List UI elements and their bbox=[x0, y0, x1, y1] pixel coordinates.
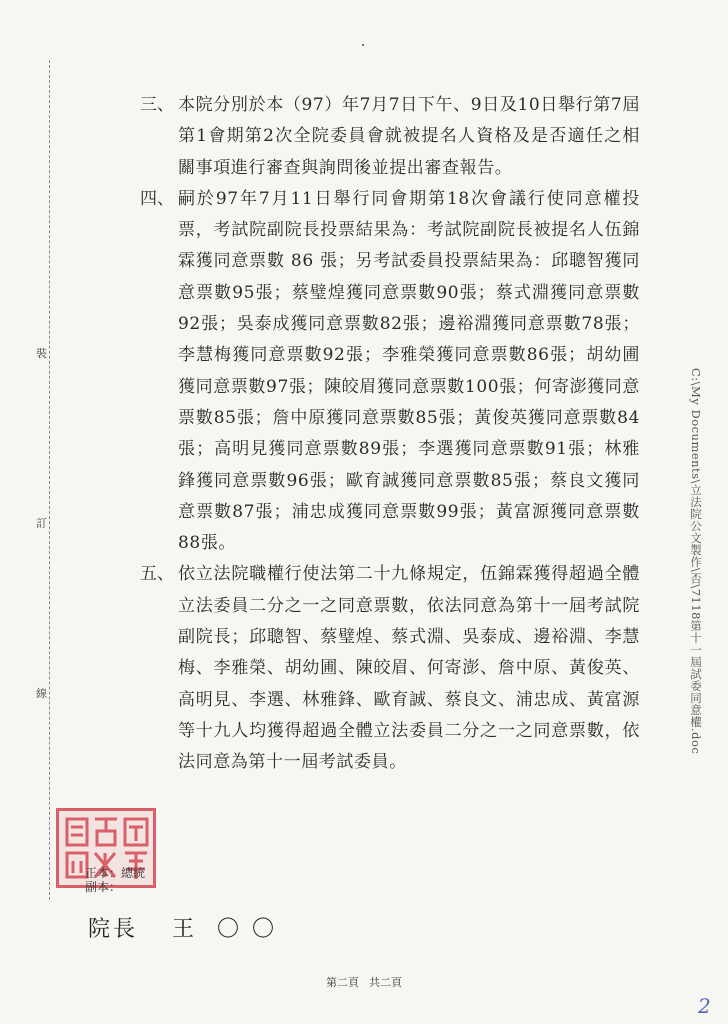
page-number: 第二頁 bbox=[326, 976, 359, 989]
list-item bbox=[140, 184, 640, 560]
document-body bbox=[140, 90, 640, 779]
page-footer bbox=[0, 974, 728, 990]
binding-mark-ding: 訂 bbox=[36, 517, 47, 530]
item-number: 四、 bbox=[140, 188, 174, 209]
item-text: 依立法院職權行使法第二十九條規定，伍錦霖獲得超過全體立法委員二分之一之同意票數，依法同意為第十一屆考試院副院長；邱聰智、蔡璧煌、蔡式淵、吳泰成、邊裕淵、李慧梅、李雅榮、胡幼圃、陳皎眉、何寄澎、詹中原、黃俊英、高明見、李選、林雅鋒、歐育誠、蔡良文、浦忠成、黃富源等十九人均獲得超過全體立法委員二分之一之同意票數，依法同意為第十一屆考試委員。 bbox=[178, 564, 640, 773]
handwritten-page-mark: 2 bbox=[698, 994, 711, 1018]
item-text: 嗣於97年7月11日舉行同會期第18次會議行使同意權投票，考試院副院長投票結果為：考試院副院長被提名人伍錦霖獲同意票數 86 張；另考試委員投票結果為：邱聰智獲同意票數95張；蔡璧煌獲同意票數90張；蔡式淵獲同意票數92張；吳泰成獲同意票數82張；邊裕淵獲同意票數78張；李慧梅獲同意票數92張；李雅榮獲同意票數86張；胡幼圃獲同意票數97張；陳皎眉獲同意票數100張；何寄澎獲同意票數85張；詹中原獲同意票數85張；黃俊英獲同意票數84張；高明見獲同意票數89張；李選獲同意票數91張；林雅鋒獲同意票數96張；歐育誠獲同意票數85張；蔡良文獲同意票數87張；浦忠成獲同意票數99張；黃富源獲同意票數88張。 bbox=[178, 188, 640, 554]
signature-title: 院長 bbox=[88, 917, 139, 942]
copy-original: 正本：總統 bbox=[85, 866, 146, 880]
binding-mark-zhuang: 裝 bbox=[36, 347, 47, 360]
copy-duplicate: 副本： bbox=[85, 880, 122, 894]
signature-block bbox=[88, 912, 277, 943]
list-item bbox=[140, 559, 640, 778]
file-path-note: C:\My Documents\立法院公文製作\否\7118第十一屆試委同意權.doc bbox=[689, 368, 703, 755]
binding-margin-line bbox=[49, 60, 50, 900]
binding-mark-xian: 線 bbox=[36, 687, 47, 700]
item-number: 五、 bbox=[140, 564, 174, 585]
page-total: 共二頁 bbox=[369, 976, 402, 989]
signature-given-name: 〇 〇 bbox=[217, 917, 278, 942]
list-item bbox=[140, 90, 640, 184]
copies-list bbox=[85, 866, 145, 894]
signature-surname: 王 bbox=[172, 917, 198, 942]
item-text: 本院分別於本（97）年7月7日下午、9日及10日舉行第7屆第1會期第2次全院委員會就被提名人資格及是否適任之相關事項進行審查與詢問後並提出審查報告。 bbox=[178, 95, 640, 178]
item-number: 三、 bbox=[140, 95, 174, 115]
scan-speck bbox=[362, 44, 364, 46]
